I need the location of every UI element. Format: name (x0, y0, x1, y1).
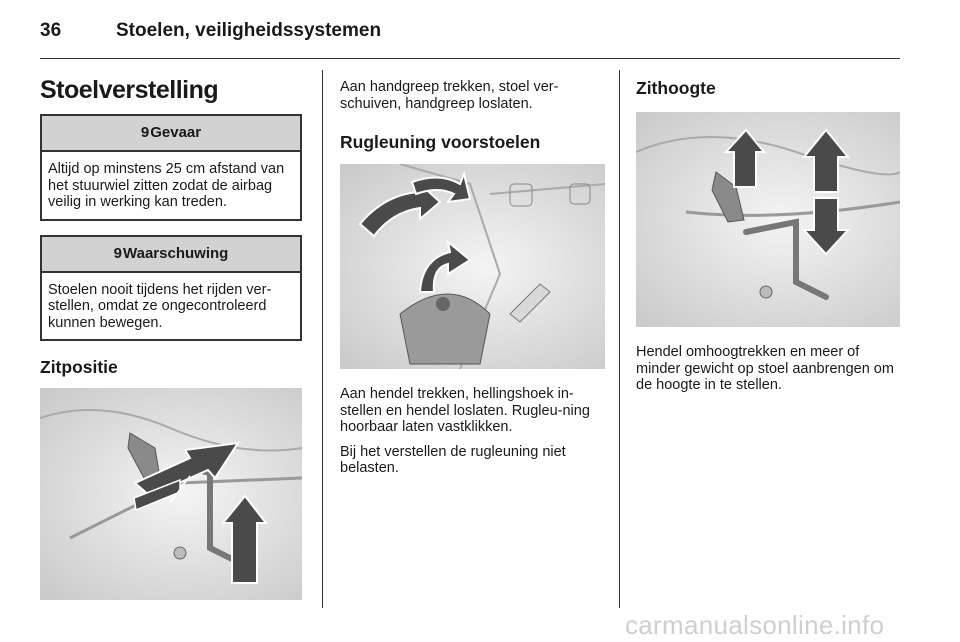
subheading-zitpositie: Zitpositie (40, 357, 118, 377)
warning-triangle-icon: 9 (140, 124, 150, 141)
seat-height-illustration (636, 112, 900, 327)
page-header-title: Stoelen, veiligheidssystemen (116, 20, 382, 41)
column-divider (619, 70, 620, 608)
column-divider (322, 70, 323, 608)
column-1 (40, 66, 302, 600)
warning-box-header (42, 237, 300, 273)
danger-box-header (42, 116, 300, 152)
section-heading: Stoelverstelling (40, 76, 219, 104)
watermark: carmanualsonline.info (625, 610, 885, 640)
seat-slide-instructions: Aan handgreep trekken, stoel ver-schuiven, handgreep loslaten. (340, 79, 559, 112)
danger-box (40, 114, 302, 221)
column-2 (340, 66, 605, 477)
warning-box-text: Stoelen nooit tijdens het rijden ver-stellen, omdat ze ongecontroleerd kunnen bewegen. (48, 281, 272, 331)
subheading-rugleuning: Rugleuning voorstoelen (340, 132, 541, 152)
backrest-note: Bij het verstellen de rugleuning niet belasten. (340, 443, 566, 476)
backrest-illustration (340, 164, 605, 369)
subheading-zithoogte: Zithoogte (636, 78, 716, 98)
seat-height-instructions: Hendel omhoogtrekken en meer of minder gewicht op stoel aanbrengen om de hoogte in te stellen. (636, 344, 894, 393)
backrest-instructions: Aan hendel trekken, hellingshoek in-stellen en hendel loslaten. Rugleu-ning hoorbaar laten vastklikken. (340, 386, 590, 435)
page-number: 36 (40, 20, 62, 41)
danger-box-text: Altijd op minstens 25 cm afstand van het stuurwiel zitten zodat de airbag veilig in werking kan treden. (48, 161, 285, 210)
danger-box-title: Gevaar (150, 124, 202, 141)
seat-position-illustration (40, 388, 302, 600)
column-3 (636, 66, 900, 394)
warning-triangle-icon: 9 (113, 244, 123, 262)
header-rule (40, 58, 900, 59)
warning-box (40, 235, 302, 342)
warning-box-title: Waarschuwing (123, 244, 229, 262)
